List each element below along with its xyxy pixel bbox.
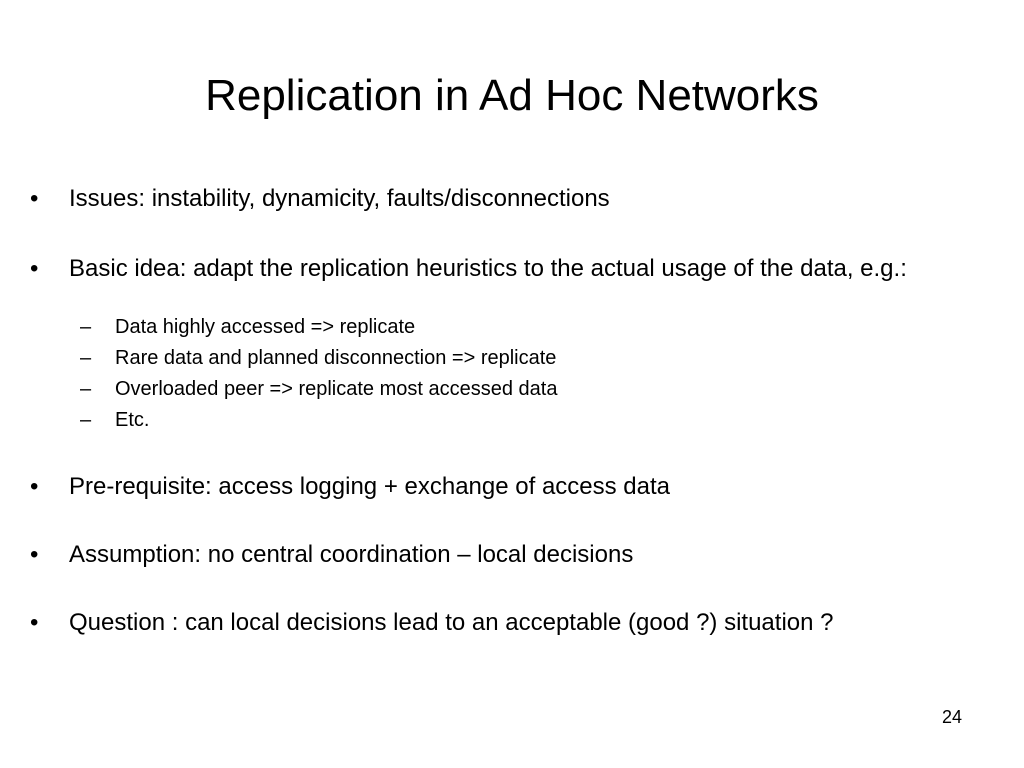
sub-bullet-marker: – [80,316,92,338]
bullet-text: Issues: instability, dynamicity, faults/disconnections [69,185,610,212]
sub-bullet-text: Etc. [115,409,150,431]
bullet-text: Basic idea: adapt the replication heuristics to the actual usage of the data, e.g.: [69,255,907,282]
sub-bullet-text: Overloaded peer => replicate most accessed data [115,378,558,400]
sub-bullet-marker: – [80,347,92,369]
bullet-marker: • [30,255,39,282]
bullet-marker: • [30,473,39,500]
bullet-text: Assumption: no central coordination – local decisions [69,541,634,568]
bullet-marker: • [30,185,39,212]
sub-bullet-marker: – [80,378,92,400]
sub-bullet-text: Data highly accessed => replicate [115,316,416,338]
bullet-marker: • [30,541,39,568]
slide-title: Replication in Ad Hoc Networks [205,71,819,120]
bullet-marker: • [30,609,39,636]
sub-bullet-text: Rare data and planned disconnection => replicate [115,347,557,369]
sub-bullet-marker: – [80,409,92,431]
bullet-text: Question : can local decisions lead to an acceptable (good ?) situation ? [69,609,834,636]
page-number: 24 [941,707,962,727]
bullet-text: Pre-requisite: access logging + exchange of access data [69,473,671,500]
